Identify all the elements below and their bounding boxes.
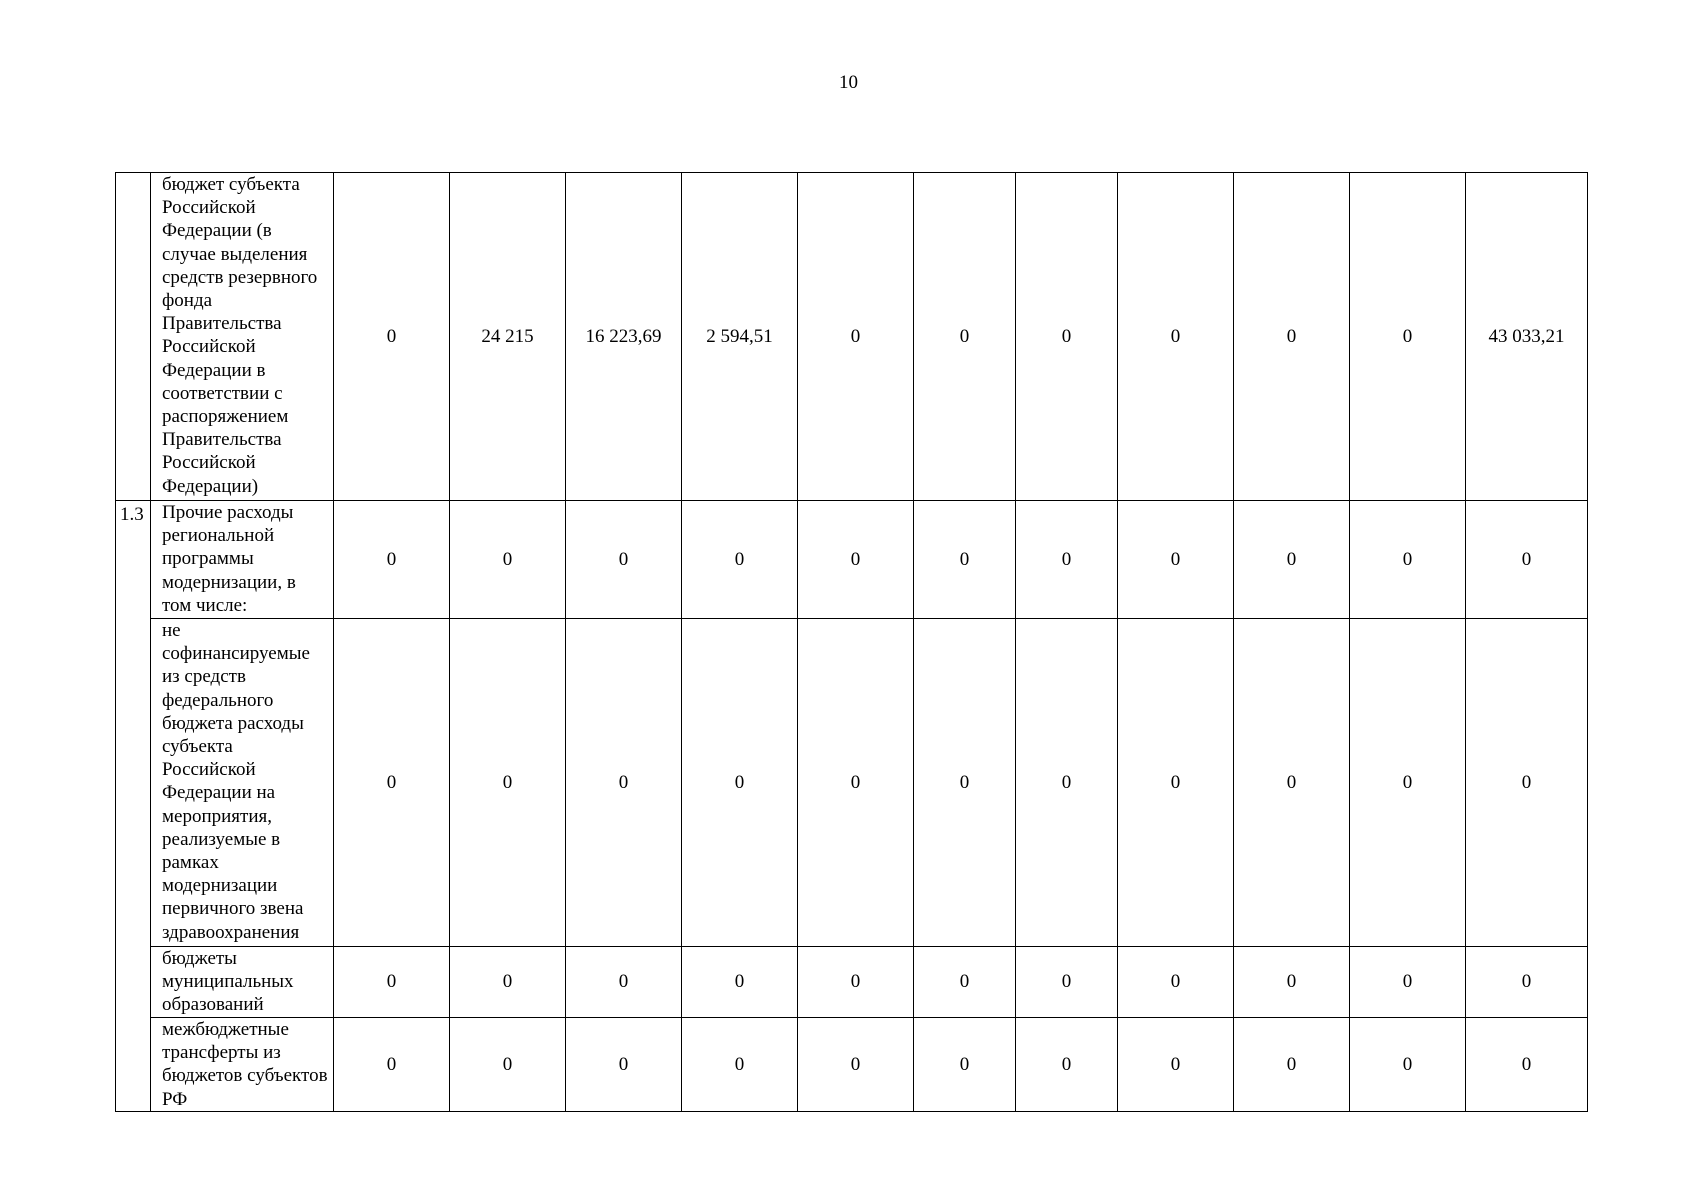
value-cell: 0: [1350, 947, 1466, 1018]
value-cell: 0: [682, 501, 798, 619]
value-cell: 0: [1016, 619, 1118, 947]
value-cell: 0: [1016, 947, 1118, 1018]
value-cell: 24 215: [450, 173, 566, 501]
value-cell: 0: [798, 1018, 914, 1112]
value-cell: 0: [1118, 501, 1234, 619]
value-cell: 0: [1350, 1018, 1466, 1112]
value-cell: 0: [914, 1018, 1016, 1112]
value-cell: 0: [1234, 619, 1350, 947]
total-value-cell: 43 033,21: [1466, 173, 1588, 501]
value-cell: 0: [1234, 1018, 1350, 1112]
value-cell: 0: [914, 501, 1016, 619]
value-cell: 0: [450, 619, 566, 947]
value-cell: 0: [334, 1018, 450, 1112]
row-number-cell: 1.3: [116, 501, 151, 1112]
table-row: [116, 501, 1588, 619]
value-cell: 0: [1234, 173, 1350, 501]
value-cell: 0: [798, 501, 914, 619]
value-cell: 0: [334, 947, 450, 1018]
value-cell: 0: [1118, 173, 1234, 501]
value-cell: 0: [682, 947, 798, 1018]
value-cell: 0: [334, 501, 450, 619]
value-cell: 0: [914, 947, 1016, 1018]
value-cell: 0: [1350, 619, 1466, 947]
row-number-cell: [116, 173, 151, 501]
total-value-cell: 0: [1466, 501, 1588, 619]
value-cell: 0: [566, 1018, 682, 1112]
value-cell: 0: [334, 173, 450, 501]
row-description: бюджеты муниципальных образований: [151, 947, 334, 1018]
value-cell: 0: [450, 501, 566, 619]
value-cell: 0: [1118, 947, 1234, 1018]
value-cell: 0: [798, 619, 914, 947]
value-cell: 0: [1118, 619, 1234, 947]
row-description: Прочие расходы региональной программы модернизации, в том числе:: [151, 501, 334, 619]
value-cell: 0: [1016, 173, 1118, 501]
budget-table: [115, 172, 1588, 1112]
value-cell: 0: [1234, 501, 1350, 619]
value-cell: 0: [1118, 1018, 1234, 1112]
value-cell: 0: [1350, 173, 1466, 501]
table-row: [116, 947, 1588, 1018]
value-cell: 0: [1016, 1018, 1118, 1112]
table-row: [116, 1018, 1588, 1112]
row-description: межбюджетные трансферты из бюджетов субъектов РФ: [151, 1018, 334, 1112]
table-row: [116, 173, 1588, 501]
total-value-cell: 0: [1466, 947, 1588, 1018]
value-cell: 0: [566, 947, 682, 1018]
value-cell: 0: [682, 1018, 798, 1112]
value-cell: 0: [798, 947, 914, 1018]
row-description: бюджет субъекта Российской Федерации (в случае выделения средств резервного фонда Правительства Российской Федерации в соответствии с распоряжением Правительства Российской Федерации): [151, 173, 334, 501]
value-cell: 2 594,51: [682, 173, 798, 501]
value-cell: 0: [914, 173, 1016, 501]
row-description: не софинансируемые из средств федерального бюджета расходы субъекта Российской Федерации на мероприятия, реализуемые в рамках модернизации первичного звена здравоохранения: [151, 619, 334, 947]
value-cell: 0: [1234, 947, 1350, 1018]
page-number: 10: [839, 72, 858, 93]
value-cell: 0: [914, 619, 1016, 947]
value-cell: 0: [450, 1018, 566, 1112]
table-row: [116, 619, 1588, 947]
value-cell: 0: [1016, 501, 1118, 619]
value-cell: 16 223,69: [566, 173, 682, 501]
value-cell: 0: [334, 619, 450, 947]
value-cell: 0: [798, 173, 914, 501]
total-value-cell: 0: [1466, 1018, 1588, 1112]
value-cell: 0: [566, 501, 682, 619]
total-value-cell: 0: [1466, 619, 1588, 947]
value-cell: 0: [566, 619, 682, 947]
value-cell: 0: [450, 947, 566, 1018]
value-cell: 0: [1350, 501, 1466, 619]
value-cell: 0: [682, 619, 798, 947]
